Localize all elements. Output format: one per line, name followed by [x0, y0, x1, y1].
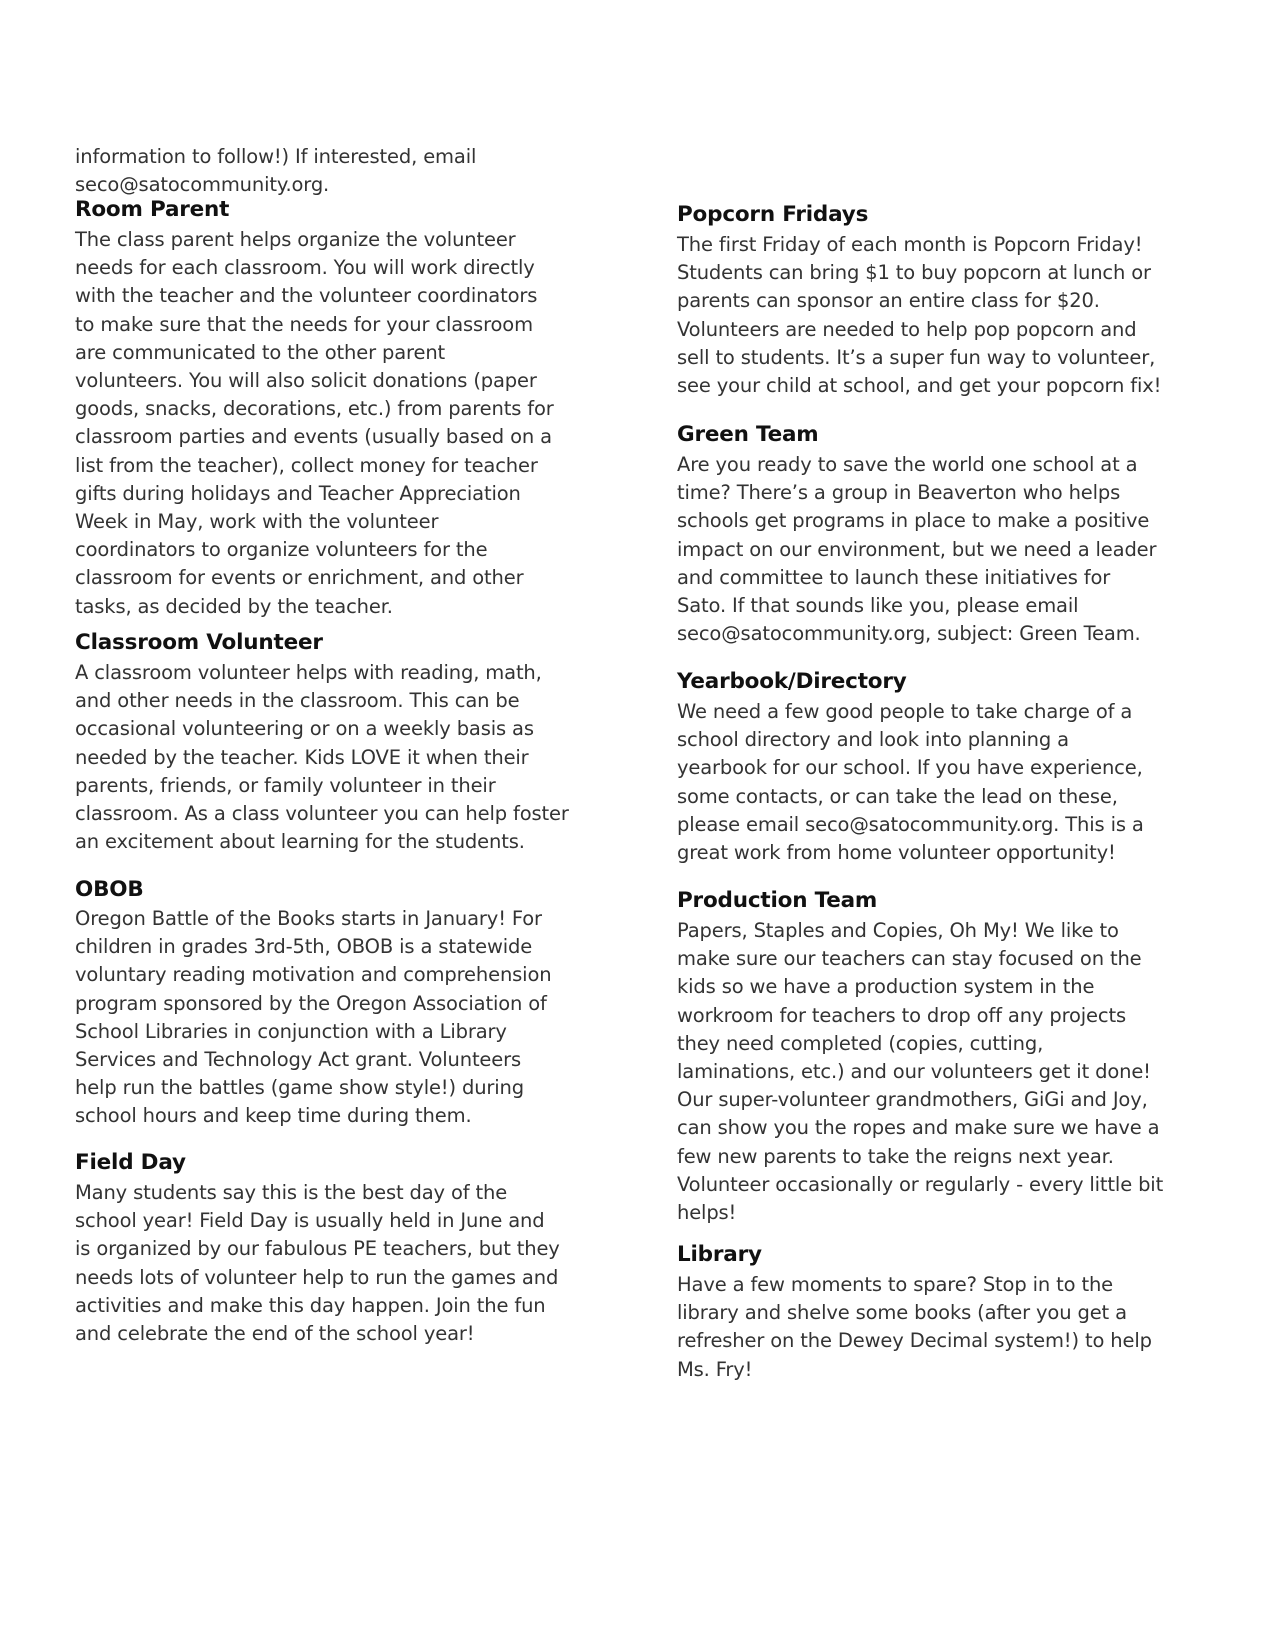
body-field-day: Many students say this is the best day of the school year! Field Day is usually held in June and is organized by our fabulous PE teachers, but they needs lots of volunteer help to run the games and activities and make this day happen. Join the fun and celebrate the end of the school year!: [75, 1181, 560, 1346]
body-popcorn-fridays: The first Friday of each month is Popcorn Friday! Students can bring $1 to buy popcorn at lunch or parents can sponsor an entire class for $20. Volunteers are needed to help pop popcorn and sell to students. It’s a super fun way to volunteer, see your child at school, and get your popcorn fix!: [677, 233, 1162, 398]
body-room-parent: The class parent helps organize the volunteer needs for each classroom. You will work directly with the teacher and the volunteer coordinators to make sure that the needs for your classroom are communicated to the other parent volunteers. You will also solicit donations (paper goods, snacks, decorations, etc.) from parents for classroom parties and events (usually based on a list from the teacher), collect money for teacher gifts during holidays and Teacher Appreciation Week in May, work with the volunteer coordinators to organize volunteers for the classroom for events or enrichment, and other tasks, as decided by the teacher.: [75, 228, 554, 618]
heading-classroom-volunteer: Classroom Volunteer: [75, 630, 323, 655]
heading-production-team: Production Team: [677, 888, 878, 913]
body-production-team: Papers, Staples and Copies, Oh My! We like to make sure our teachers can stay focused on the kids so we have a production system in the workroom for teachers to drop off any projects they need completed (copies, cutting, laminations, etc.) and our volunteers get it done! Our super-volunteer grandmothers, GiGi and Joy, can show you the ropes and make sure we have a few new parents to take the reigns next year. Volunteer occasionally or regularly - every little bit helps!: [677, 919, 1164, 1225]
body-classroom-volunteer: A classroom volunteer helps with reading, math, and other needs in the classroom. This can be occasional volunteering or on a weekly basis as needed by the teacher. Kids LOVE it when their parents, friends, or family volunteer in their classroom. As a class volunteer you can help foster an excitement about learning for the students.: [75, 661, 569, 854]
body-yearbook-directory: We need a few good people to take charge of a school directory and look into planning a yearbook for our school. If you have experience, some contacts, or can take the lead on these, please email seco@satocommunity.org. This is a great work from home volunteer opportunity!: [677, 700, 1144, 865]
intro-text: information to follow!) If interested, email seco@satocommunity.org.: [75, 145, 477, 197]
heading-library: Library: [677, 1242, 762, 1267]
body-obob: Oregon Battle of the Books starts in January! For children in grades 3rd-5th, OBOB is a statewide voluntary reading motivation and comprehension program sponsored by the Oregon Association of School Libraries in conjunction with a Library Services and Technology Act grant. Volunteers help run the battles (game show style!) during school hours and keep time during them.: [75, 907, 552, 1128]
heading-room-parent: Room Parent: [75, 197, 230, 222]
body-green-team: Are you ready to save the world one school at a time? There’s a group in Beaverton who helps schools get programs in place to make a positive impact on our environment, but we need a leader and committee to launch these initiatives for Sato. If that sounds like you, please email seco@satocommunity.org, subject: Green Team.: [677, 453, 1157, 646]
heading-popcorn-fridays: Popcorn Fridays: [677, 202, 869, 227]
heading-yearbook-directory: Yearbook/Directory: [677, 669, 907, 694]
body-library: Have a few moments to spare? Stop in to the library and shelve some books (after you get a refresher on the Dewey Decimal system!) to help Ms. Fry!: [677, 1273, 1152, 1381]
heading-obob: OBOB: [75, 877, 144, 902]
heading-field-day: Field Day: [75, 1150, 186, 1175]
heading-green-team: Green Team: [677, 422, 819, 447]
